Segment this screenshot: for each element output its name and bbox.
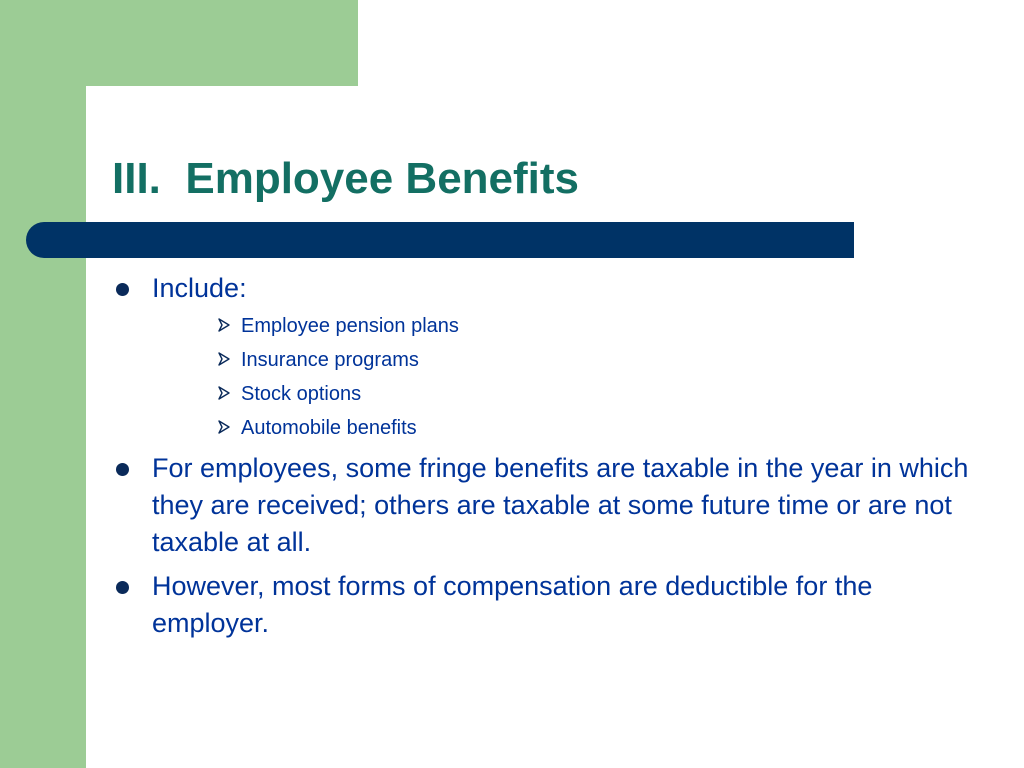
sub-item bbox=[218, 312, 618, 340]
green-top-band bbox=[0, 0, 358, 86]
sub-item bbox=[218, 414, 618, 442]
bullet-text: For employees, some fringe benefits are taxable in the year in which they are received; others are taxable at some future time or are not taxable at all. bbox=[152, 453, 969, 557]
arrowhead-bullet-icon bbox=[218, 386, 230, 400]
bullet-dot-icon bbox=[116, 283, 129, 296]
sub-item-text: Stock options bbox=[241, 383, 362, 405]
slide-title: III. Employee Benefits bbox=[112, 154, 580, 203]
sub-item-text: Insurance programs bbox=[241, 349, 419, 371]
green-side-band bbox=[0, 0, 86, 768]
bullet-text: Include: bbox=[152, 273, 247, 303]
arrowhead-bullet-icon bbox=[218, 352, 230, 366]
arrowhead-bullet-icon bbox=[218, 420, 230, 434]
bullet-dot-icon bbox=[116, 581, 129, 594]
bullet-dot-icon bbox=[116, 463, 129, 476]
sub-item bbox=[218, 380, 618, 408]
bullet-text: However, most forms of compensation are deductible for the employer. bbox=[152, 571, 873, 638]
arrowhead-bullet-icon bbox=[218, 318, 230, 332]
sub-item-text: Employee pension plans bbox=[241, 315, 459, 337]
sub-item bbox=[218, 346, 618, 374]
title-underline-bar bbox=[26, 222, 854, 258]
sub-item-text: Automobile benefits bbox=[241, 417, 417, 439]
